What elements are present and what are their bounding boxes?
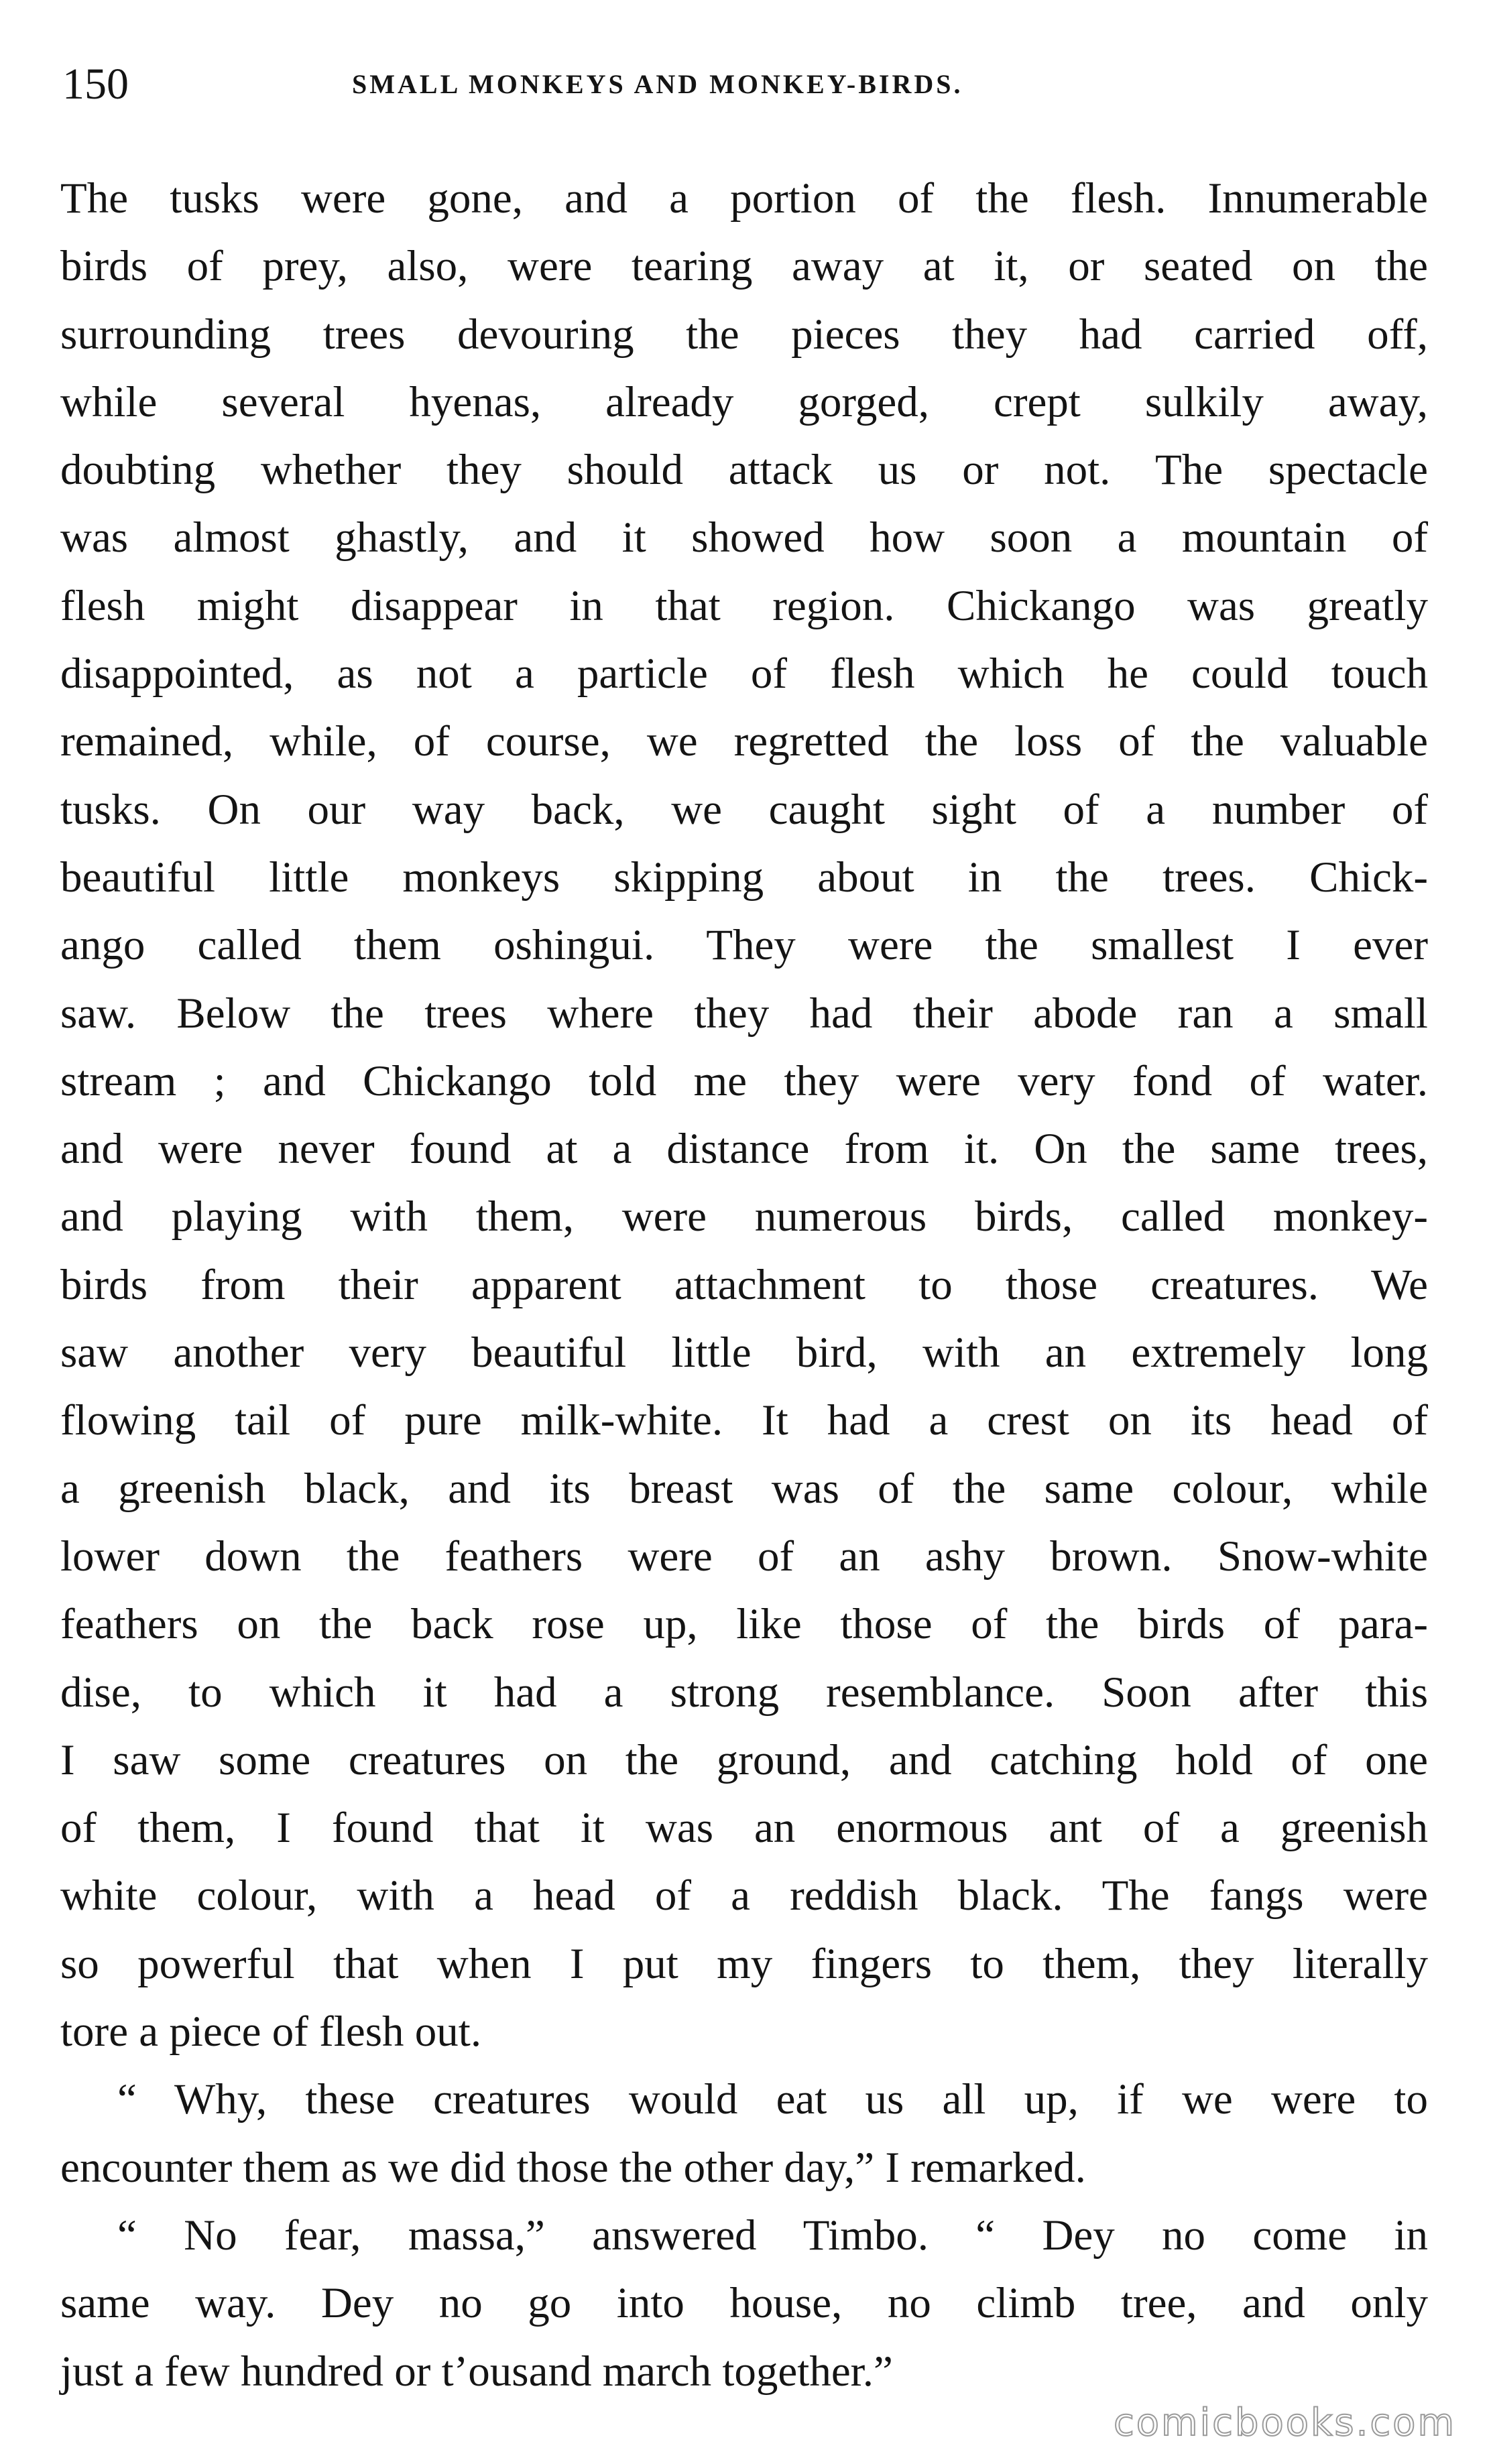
page-header [62, 58, 1309, 111]
text-line: “ Why, these creatures would eat us all up, if we were to [117, 2075, 1428, 2124]
paragraph [60, 2066, 1428, 2202]
paragraph [60, 2202, 1428, 2406]
text-line: saw another very beautiful little bird, with an extremely long [60, 1329, 1428, 1377]
text-line: a greenish black, and its breast was of the same colour, while [60, 1464, 1428, 1513]
text-line: I saw some creatures on the ground, and catching hold of one [60, 1735, 1428, 1784]
paragraph [60, 165, 1428, 2066]
text-line: stream ; and Chickango told me they were very fond of water. [60, 1056, 1428, 1105]
text-line: doubting whether they should attack us or not. The spectacle [60, 446, 1428, 495]
text-line: and were never found at a distance from it. On the same trees, [60, 1125, 1428, 1174]
text-line: birds from their apparent attachment to those creatures. We [60, 1260, 1428, 1309]
page-number: 150 [62, 60, 129, 109]
text-line: while several hyenas, already gorged, crept sulkily away, [60, 377, 1428, 426]
text-line: white colour, with a head of a reddish black. The fangs were [60, 1871, 1428, 1920]
text-line: beautiful little monkeys skipping about in the trees. Chick- [60, 853, 1428, 902]
text-line: birds of prey, also, were tearing away at it, or seated on the [60, 242, 1428, 291]
text-line: disappointed, as not a particle of flesh which he could touch [60, 650, 1428, 698]
text-line: “ No fear, massa,” answered Timbo. “ Dey no come in [117, 2211, 1428, 2260]
body-text [60, 165, 1428, 2406]
text-line: surrounding trees devouring the pieces they had carried off, [60, 310, 1428, 359]
text-line: flowing tail of pure milk-white. It had a crest on its head of [60, 1396, 1428, 1445]
text-line: flesh might disappear in that region. Chickango was greatly [60, 581, 1428, 630]
text-line: The tusks were gone, and a portion of the flesh. Innumerable [60, 174, 1428, 223]
text-line: so powerful that when I put my fingers to them, they literally [60, 1939, 1428, 1988]
text-line: was almost ghastly, and it showed how soon a mountain of [60, 513, 1428, 562]
text-line: remained, while, of course, we regretted the loss of the valuable [60, 717, 1428, 766]
text-line: and playing with them, were numerous birds, called monkey- [60, 1192, 1428, 1241]
text-line: lower down the feathers were of an ashy brown. Snow-white [60, 1532, 1428, 1581]
running-head: SMALL MONKEYS AND MONKEY-BIRDS. [352, 69, 963, 99]
text-line: tusks. On our way back, we caught sight of a number of [60, 785, 1428, 834]
text-line: saw. Below the trees where they had their abode ran a small [60, 989, 1428, 1038]
text-line: same way. Dey no go into house, no climb tree, and only [60, 2279, 1428, 2328]
text-line: encounter them as we did those the other day,” I remarked. [60, 2143, 1086, 2192]
text-line: just a few hundred or t’ousand march together.” [60, 2347, 893, 2396]
text-line: dise, to which it had a strong resemblance. Soon after this [60, 1668, 1428, 1717]
watermark: comicbooks.com [1113, 2401, 1456, 2445]
text-line: feathers on the back rose up, like those of the birds of para- [60, 1600, 1428, 1649]
text-line: of them, I found that it was an enormous ant of a greenish [60, 1804, 1428, 1853]
text-line: ango called them oshingui. They were the smallest I ever [60, 921, 1428, 970]
text-line: tore a piece of flesh out. [60, 2008, 482, 2056]
